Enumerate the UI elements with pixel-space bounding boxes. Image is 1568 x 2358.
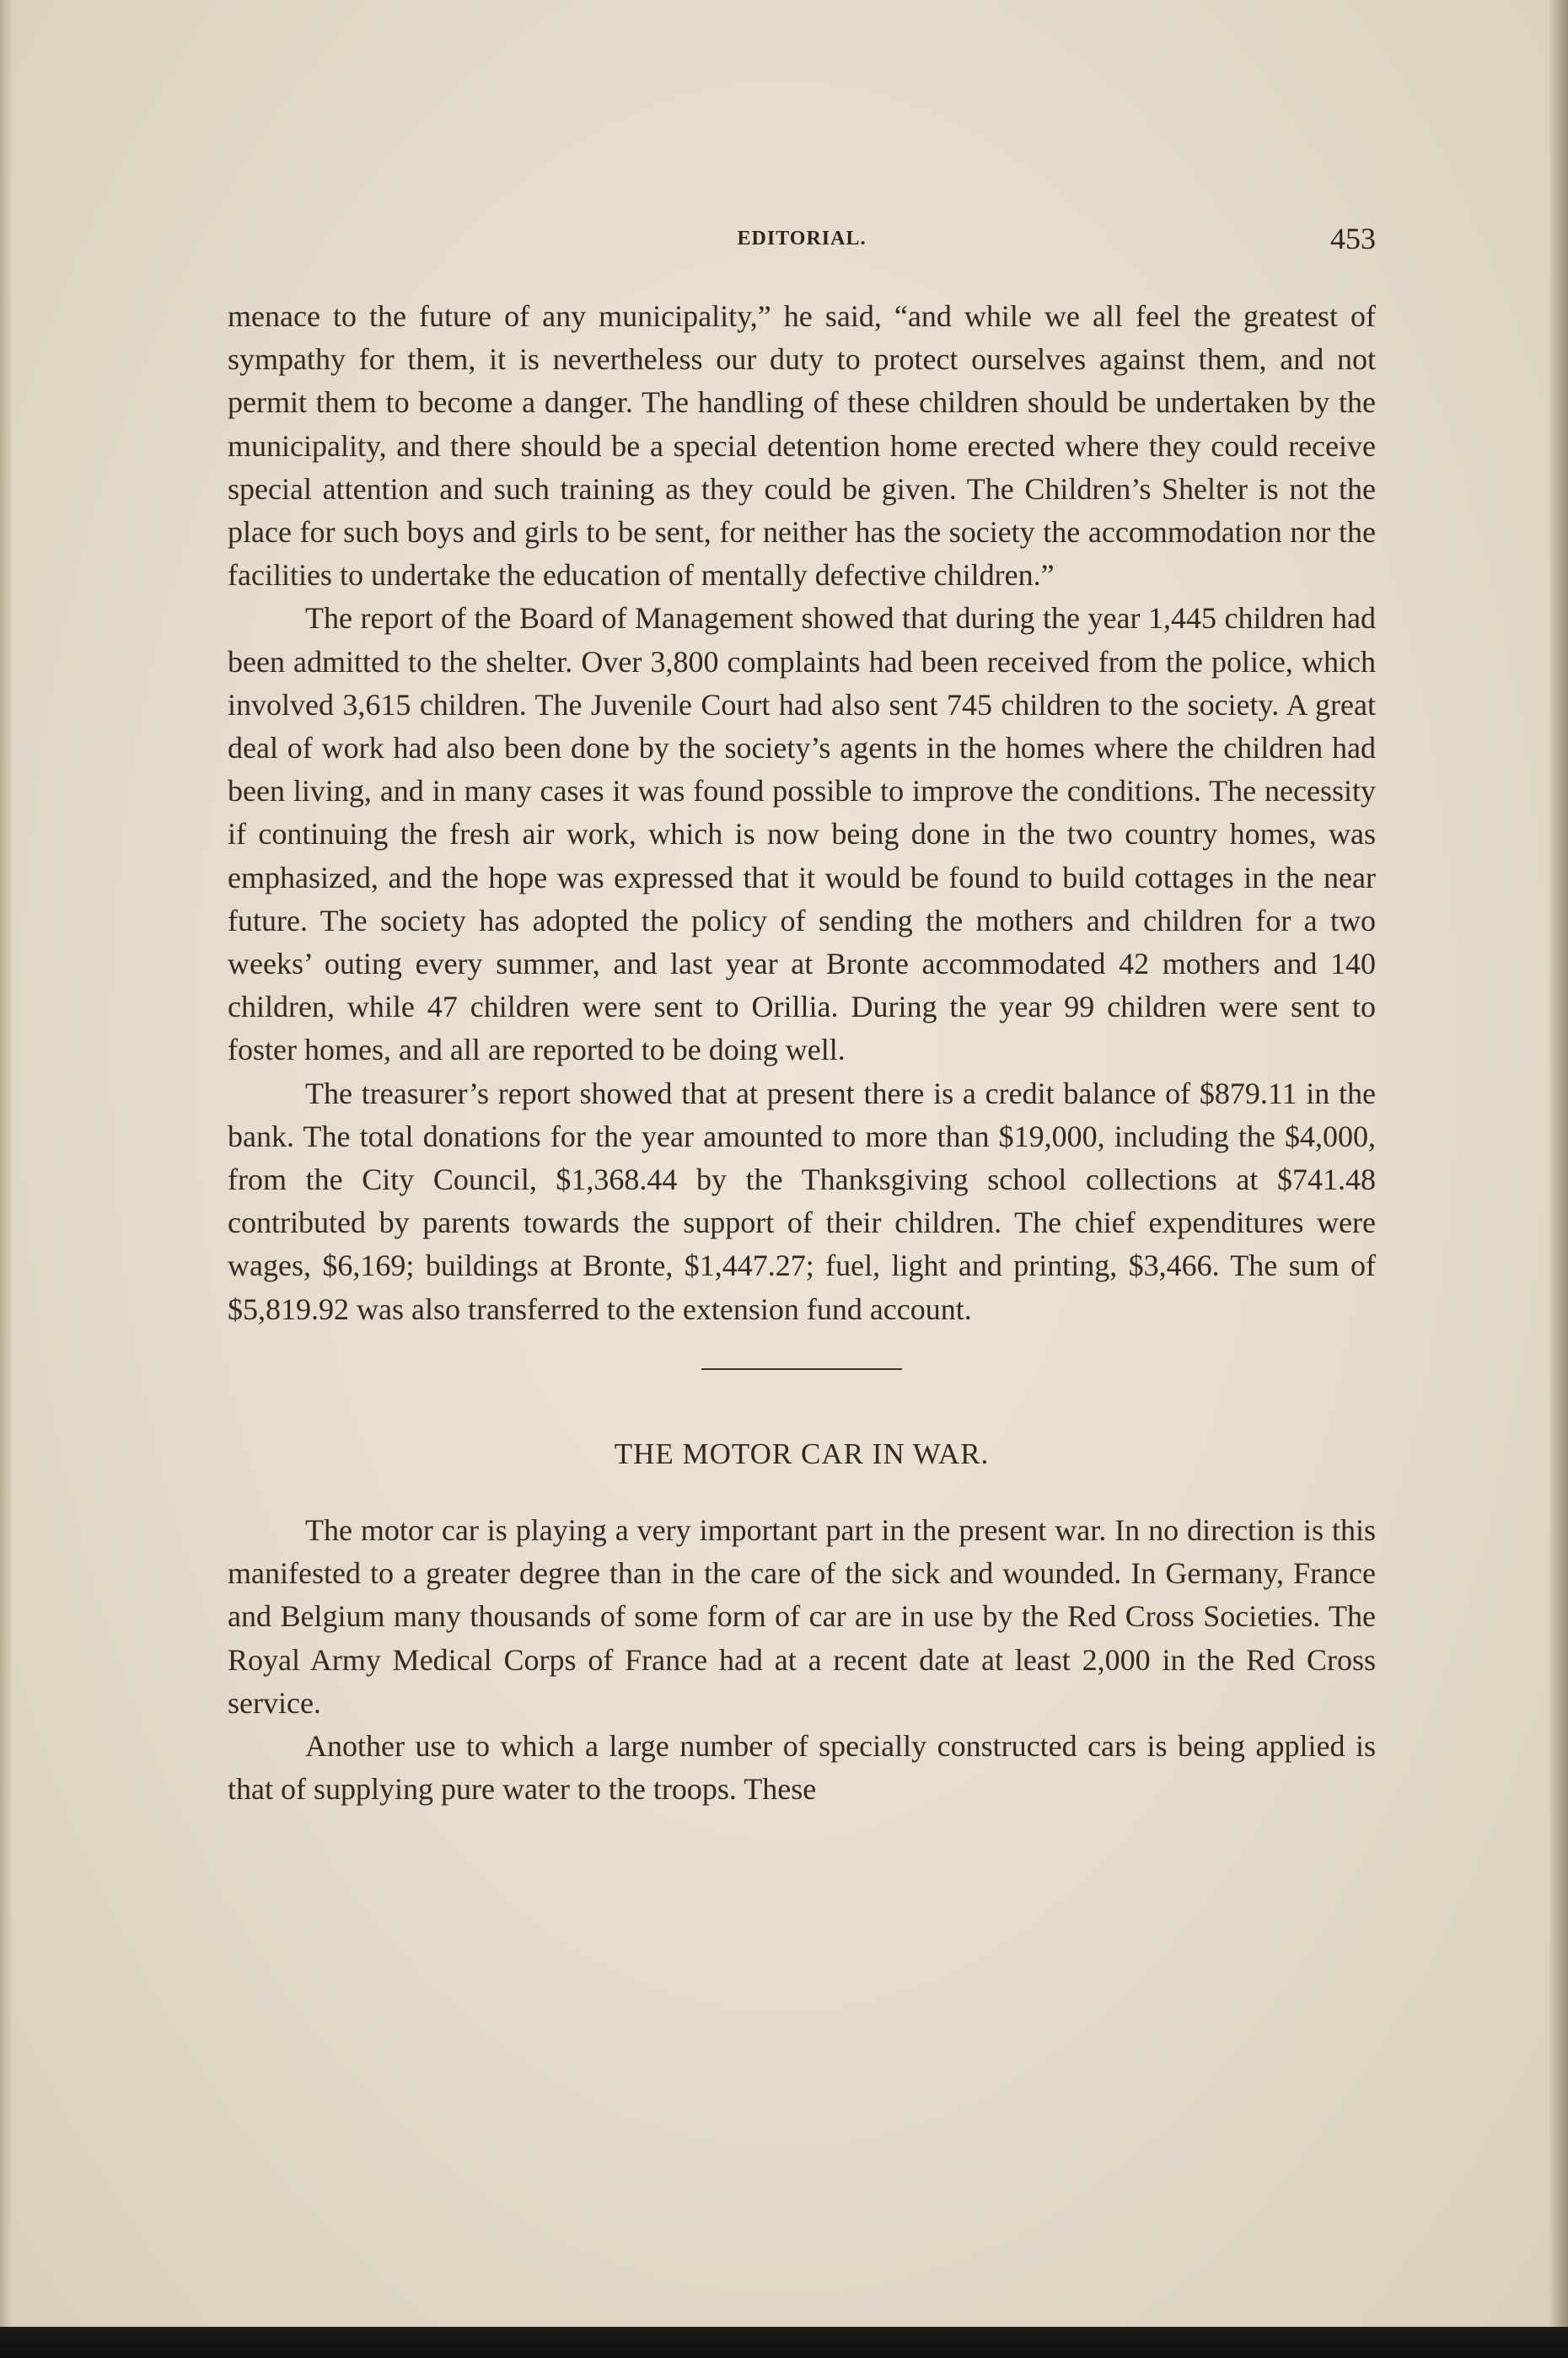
section-paragraph-1: The motor car is playing a very important part in the present war. In no direction is this manifested to a greater degree than in the care of the sick and wounded. In Germany, France and Belgium many thousands of some form of car are in use by the Red Cross Societies. The Royal Army Medical Corps of France had at a recent date at least 2,000 in the Red Cross service. <box>228 1513 1376 1720</box>
section-paragraph-2: Another use to which a large number of specially constructed cars is being applied is that of supplying pure water to the troops. These <box>228 1729 1376 1807</box>
page-right-edge <box>1549 0 1568 2327</box>
paragraph-continued: menace to the future of any municipality,” he said, “and while we all feel the greatest of sympathy for them, it is nevertheless our duty to protect ourselves against them, and not permit them to become a danger. The handling of these children should be undertaken by the municipality, and there should be a special detention home erected where they could receive special attention and such training as they could be given. The Children’s Shelter is not the place for such boys and girls to be sent, for neither has the society the accommodation nor the facilities to undertake the education of mentally defective children.” <box>228 299 1376 593</box>
running-title: EDITORIAL. <box>737 228 867 250</box>
section-title: THE MOTOR CAR IN WAR. <box>614 1437 990 1470</box>
paragraph-board-report: The report of the Board of Management showed that during the year 1,445 children had been admitted to the shelter. Over 3,800 complaints had been received from the police, which involved 3,615 children. The Juvenile Court had also sent 745 children to the society. A great deal of work had also been done by the society’s agents in the homes where the children had been living, and in many cases it was found possible to improve the conditions. The necessity if continuing the fresh air work, which is now being done in the two country homes, was emphasized, and the hope was expressed that it would be found to build cottages in the near future. The society has adopted the policy of sending the mothers and children for a two weeks’ outing every summer, and last year at Bronte accommodated 42 mothers and 140 children, while 47 children were sent to Orillia. During the year 99 children were sent to foster homes, and all are reported to be doing well. <box>228 601 1376 1067</box>
scan-bottom-edge <box>0 2327 1568 2358</box>
paragraph-treasurer-report: The treasurer’s report showed that at present there is a credit balance of $879.11 in the bank. The total donations for the year amounted to more than $19,000, including the $4,000, from the City Council, $1,368.44 by the Thanksgiving school collections at $741.48 contributed by parents towards the support of their children. The chief expenditures were wages, $6,169; buildings at Bronte, $1,447.27; fuel, light and printing, $3,466. The sum of $5,819.92 was also transferred to the extension fund account. <box>228 1076 1376 1326</box>
section-divider-rule <box>701 1368 902 1370</box>
article-body <box>228 295 1376 1812</box>
page-number: 453 <box>1330 222 1376 255</box>
running-header <box>228 221 1376 261</box>
page-left-edge <box>0 0 12 2327</box>
